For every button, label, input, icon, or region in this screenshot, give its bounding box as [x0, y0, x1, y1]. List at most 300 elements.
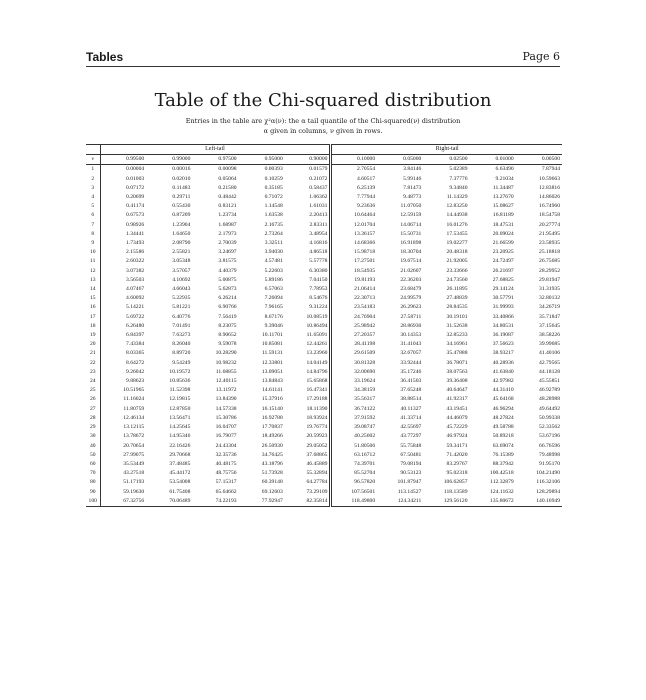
quantile-cell: 55.75848: [400, 442, 422, 449]
quantile-cell: 4.66043: [172, 286, 191, 293]
quantile-cell: 129.56120: [423, 497, 469, 507]
quantile-cell: 57.15317: [215, 479, 237, 486]
table-row: [86, 442, 562, 451]
quantile-cell: 18.49266: [261, 433, 283, 440]
quantile-cell: 140.16949: [516, 497, 562, 507]
quantile-cell: 69.12603: [261, 488, 283, 495]
quantile-cell: 13.84390: [215, 396, 237, 403]
quantile-cell: 37.48485: [169, 460, 191, 467]
quantile-cell: 10.51965: [123, 387, 145, 394]
quantile-cell: 35.53449: [123, 460, 145, 467]
quantile-cell: 11.07050: [400, 203, 422, 210]
quantile-cell: 116.32106: [536, 479, 560, 486]
quantile-cell: 40.28936: [492, 359, 514, 366]
quantile-cell: 2.17973: [218, 230, 237, 237]
quantile-cell: 37.68865: [285, 451, 331, 460]
quantile-cell: 33.19624: [354, 378, 376, 385]
table-row: [86, 184, 562, 193]
left-alpha-header: 0.95000: [264, 156, 283, 163]
quantile-cell: 59.34171: [446, 442, 468, 449]
caption-line-1: Entries in the table are χ²α(ν): the α tail quantile of the Chi-squared(ν) distribution: [185, 117, 461, 125]
nu-cell: 19: [86, 331, 100, 340]
quantile-cell: 118.13589: [443, 488, 468, 495]
quantile-cell: 31.52638: [446, 322, 468, 329]
nu-cell: 6: [86, 211, 100, 220]
quantile-cell: 19.67514: [400, 258, 422, 265]
table-row: [86, 202, 562, 211]
quantile-cell: 82.35814: [285, 497, 331, 507]
table-row: [86, 331, 562, 340]
quantile-cell: 36.78071: [446, 359, 468, 366]
quantile-cell: 15.50731: [400, 230, 422, 237]
table-row: [86, 414, 562, 423]
quantile-cell: 19.76774: [285, 423, 331, 432]
quantile-cell: 10.19572: [169, 368, 191, 375]
quantile-cell: 95.02318: [446, 470, 468, 477]
quantile-cell: 85.52704: [354, 470, 376, 477]
quantile-cell: 1.68987: [218, 221, 237, 228]
table-row: [86, 257, 562, 266]
quantile-cell: 4.57481: [264, 258, 283, 265]
quantile-cell: 8.26040: [172, 341, 191, 348]
quantile-cell: 14.44938: [446, 212, 468, 219]
quantile-cell: 63.69074: [492, 442, 514, 449]
quantile-cell: 9.54249: [172, 359, 191, 366]
quantile-cell: 20.09024: [492, 230, 514, 237]
quantile-cell: 18.11390: [285, 405, 331, 414]
quantile-cell: 1.63538: [264, 212, 283, 219]
quantile-cell: 3.56503: [126, 276, 145, 283]
nu-cell: 25: [86, 386, 100, 395]
nu-cell: 18: [86, 322, 100, 331]
nu-cell: 60: [86, 460, 100, 469]
quantile-cell: 13.11972: [215, 387, 237, 394]
quantile-cell: 29.61509: [354, 350, 376, 357]
table-row: [86, 248, 562, 257]
quantile-cell: 13.23960: [285, 349, 331, 358]
left-tail-header: Left-tail: [100, 145, 331, 155]
quantile-cell: 13.12115: [123, 424, 145, 431]
quantile-cell: 7.81473: [403, 184, 422, 191]
quantile-cell: 11.59131: [261, 350, 283, 357]
quantile-cell: 0.01579: [285, 165, 331, 175]
quantile-cell: 1.14548: [264, 203, 283, 210]
right-alpha-header: 0.01000: [495, 156, 514, 163]
quantile-cell: 23.33666: [446, 267, 468, 274]
quantile-cell: 2.70554: [331, 165, 377, 175]
quantile-cell: 39.08747: [354, 424, 376, 431]
quantile-cell: 18.47531: [492, 221, 514, 228]
quantile-cell: 128.29894: [536, 488, 560, 495]
nu-cell: 17: [86, 313, 100, 322]
quantile-cell: 10.85081: [261, 341, 283, 348]
quantile-cell: 41.40106: [539, 350, 560, 357]
quantile-cell: 74.22193: [192, 497, 238, 507]
quantile-cell: 55.32894: [285, 469, 331, 478]
quantile-cell: 12.40115: [215, 378, 237, 385]
quantile-cell: 8.54676: [285, 294, 331, 303]
quantile-cell: 31.41043: [400, 341, 422, 348]
nu-cell: 22: [86, 359, 100, 368]
right-alpha-header: 0.05000: [403, 156, 422, 163]
quantile-cell: 11.34487: [492, 184, 514, 191]
document-title: Table of the Chi-squared distribution: [154, 90, 492, 111]
quantile-cell: 41.63840: [492, 368, 514, 375]
quantile-cell: 51.17193: [123, 479, 145, 486]
quantile-cell: 12.83250: [446, 203, 468, 210]
quantile-cell: 16.92788: [261, 414, 283, 421]
table-row: [86, 377, 562, 386]
right-alpha-header: 0.00500: [541, 156, 560, 163]
quantile-cell: 79.48998: [539, 451, 560, 458]
alpha-header-row: [86, 155, 562, 165]
quantile-cell: 27.58711: [400, 313, 422, 320]
quantile-cell: 1.23734: [218, 212, 237, 219]
chi-squared-table: [86, 144, 562, 507]
quantile-cell: 29.05052: [285, 442, 331, 451]
table-row: [86, 230, 562, 239]
quantile-cell: 51.73928: [261, 470, 283, 477]
quantile-cell: 43.18796: [261, 460, 283, 467]
quantile-cell: 11.16024: [123, 396, 145, 403]
quantile-cell: 16.91898: [400, 240, 422, 247]
quantile-cell: 51.80506: [354, 442, 376, 449]
quantile-cell: 8.23075: [218, 322, 237, 329]
nu-cell: 2: [86, 175, 100, 184]
quantile-cell: 7.77944: [356, 194, 376, 201]
quantile-cell: 106.62857: [443, 479, 468, 486]
quantile-cell: 2.70039: [218, 240, 237, 247]
quantile-cell: 32.00690: [354, 368, 376, 375]
quantile-cell: 9.59078: [218, 341, 237, 348]
quantile-cell: 5.14221: [126, 304, 145, 311]
quantile-cell: 16.81189: [492, 212, 514, 219]
quantile-cell: 60.39148: [261, 479, 283, 486]
right-tail-header: Right-tail: [331, 145, 562, 155]
quantile-cell: 17.27501: [354, 258, 376, 265]
table-row: [86, 359, 562, 368]
quantile-cell: 26.21697: [492, 267, 514, 274]
quantile-cell: 12.44261: [285, 340, 331, 349]
quantile-cell: 25.98942: [354, 322, 376, 329]
quantile-cell: 10.11701: [261, 332, 283, 339]
quantile-cell: 14.86026: [539, 194, 560, 201]
quantile-cell: 52.33562: [539, 424, 560, 431]
nu-cell: 29: [86, 423, 100, 432]
quantile-cell: 39.36408: [446, 378, 468, 385]
quantile-cell: 124.11632: [490, 488, 514, 495]
quantile-cell: 16.74960: [539, 203, 560, 210]
quantile-cell: 44.31410: [492, 387, 514, 394]
quantile-cell: 32.80132: [539, 295, 560, 302]
quantile-cell: 3.24697: [218, 249, 237, 256]
quantile-cell: 38.88514: [400, 396, 422, 403]
table-row: [86, 303, 562, 312]
quantile-cell: 1.23904: [172, 221, 191, 228]
quantile-cell: 0.20699: [126, 194, 145, 201]
quantile-cell: 65.64662: [215, 488, 237, 495]
table-row: [86, 349, 562, 358]
quantile-cell: 15.98718: [354, 249, 376, 256]
table-row: [86, 478, 562, 487]
quantile-cell: 0.00004: [100, 165, 146, 175]
quantile-cell: 22.30713: [354, 295, 376, 302]
page-number: Page 6: [522, 50, 560, 63]
quantile-cell: 48.75756: [215, 470, 237, 477]
quantile-cell: 13.56471: [169, 414, 191, 421]
table-row: [86, 386, 562, 395]
nu-cell: 50: [86, 451, 100, 460]
quantile-cell: 118.49800: [331, 497, 377, 507]
quantile-cell: 32.85233: [446, 332, 468, 339]
quantile-cell: 30.19101: [446, 313, 468, 320]
quantile-cell: 31.99993: [492, 304, 514, 311]
quantile-cell: 1.34441: [126, 230, 145, 237]
quantile-cell: 70.06489: [146, 497, 192, 507]
quantile-cell: 112.32879: [490, 479, 514, 486]
quantile-cell: 5.99146: [403, 175, 422, 182]
quantile-cell: 9.88623: [126, 378, 145, 385]
nu-cell: 100: [86, 497, 100, 507]
quantile-cell: 11.68855: [215, 368, 237, 375]
quantile-cell: 1.06362: [285, 193, 331, 202]
quantile-cell: 0.01003: [126, 175, 145, 182]
right-alpha-header: 0.10000: [356, 156, 376, 163]
table-row: [86, 211, 562, 220]
quantile-cell: 3.48954: [285, 230, 331, 239]
quantile-cell: 14.04149: [285, 359, 331, 368]
quantile-cell: 17.29188: [285, 395, 331, 404]
quantile-cell: 0.07172: [126, 184, 145, 191]
quantile-cell: 2.55821: [172, 249, 191, 256]
quantile-cell: 101.87947: [397, 479, 422, 486]
quantile-cell: 35.56317: [354, 396, 376, 403]
quantile-cell: 3.07382: [126, 267, 145, 274]
table-row: [86, 451, 562, 460]
quantile-cell: 113.14527: [397, 488, 422, 495]
quantile-cell: 5.69722: [126, 313, 145, 320]
quantile-cell: 37.15645: [539, 322, 560, 329]
quantile-cell: 0.48442: [218, 194, 237, 201]
left-alpha-header: 0.97500: [218, 156, 237, 163]
quantile-cell: 29.14124: [492, 286, 514, 293]
quantile-cell: 16.47341: [285, 386, 331, 395]
quantile-cell: 20.59923: [285, 432, 331, 441]
quantile-cell: 14.68366: [354, 240, 376, 247]
quantile-cell: 34.16961: [446, 341, 468, 348]
quantile-cell: 0.87209: [172, 212, 191, 219]
quantile-cell: 8.89720: [172, 350, 191, 357]
quantile-cell: 7.43384: [126, 341, 145, 348]
quantile-cell: 21.92005: [446, 258, 468, 265]
quantile-cell: 21.95495: [539, 230, 560, 237]
quantile-cell: 5.81221: [172, 304, 191, 311]
quantile-cell: 7.04150: [285, 276, 331, 285]
quantile-cell: 15.30786: [215, 414, 237, 421]
quantile-cell: 77.92947: [239, 497, 285, 507]
header-rule: [86, 66, 560, 67]
quantile-cell: 0.21580: [218, 184, 237, 191]
nu-cell: 5: [86, 202, 100, 211]
quantile-cell: 46.45889: [285, 460, 331, 469]
nu-cell: 9: [86, 239, 100, 248]
quantile-cell: 35.17246: [400, 368, 422, 375]
quantile-cell: 17.70837: [261, 424, 283, 431]
quantile-cell: 11.65091: [285, 331, 331, 340]
table-row: [86, 313, 562, 322]
quantile-cell: 7.01491: [172, 322, 191, 329]
quantile-cell: 34.26719: [539, 304, 560, 311]
quantile-cell: 7.87944: [516, 165, 562, 175]
quantile-cell: 45.44172: [169, 470, 191, 477]
quantile-cell: 0.00016: [146, 165, 192, 175]
quantile-cell: 45.64168: [492, 396, 514, 403]
quantile-cell: 43.27518: [123, 470, 145, 477]
quantile-cell: 7.37776: [449, 175, 468, 182]
quantile-cell: 8.03365: [126, 350, 145, 357]
quantile-cell: 23.68479: [400, 286, 422, 293]
quantile-cell: 48.28988: [539, 396, 560, 403]
quantile-cell: 20.48318: [446, 249, 468, 256]
quantile-cell: 10.64464: [354, 212, 376, 219]
nu-cell: 70: [86, 469, 100, 478]
table-row: [86, 460, 562, 469]
quantile-cell: 2.20413: [285, 211, 331, 220]
quantile-cell: 40.48175: [215, 460, 237, 467]
quantile-cell: 9.34840: [449, 184, 468, 191]
quantile-cell: 4.07467: [126, 286, 145, 293]
quantile-cell: 45.72229: [446, 424, 468, 431]
quantile-cell: 4.60092: [126, 295, 145, 302]
quantile-cell: 7.96165: [264, 304, 283, 311]
quantile-cell: 104.21490: [536, 470, 560, 477]
quantile-cell: 21.06414: [354, 286, 376, 293]
quantile-cell: 15.08627: [492, 203, 514, 210]
quantile-cell: 10.85636: [169, 378, 191, 385]
chi-squared-table-wrapper: [86, 144, 562, 507]
quantile-cell: 24.99579: [400, 295, 422, 302]
quantile-cell: 5.22603: [264, 267, 283, 274]
quantile-cell: 26.50930: [261, 442, 283, 449]
quantile-cell: 22.36203: [400, 276, 422, 283]
table-row: [86, 423, 562, 432]
quantile-cell: 12.33801: [261, 359, 283, 366]
table-row: [86, 395, 562, 404]
quantile-cell: 38.07563: [446, 368, 468, 375]
quantile-cell: 37.65248: [400, 387, 422, 394]
quantile-cell: 3.84146: [377, 165, 423, 175]
quantile-cell: 24.43304: [215, 442, 237, 449]
quantile-cell: 30.81328: [354, 359, 376, 366]
quantile-cell: 0.00393: [239, 165, 285, 175]
quantile-cell: 30.14353: [400, 332, 422, 339]
quantile-cell: 3.32511: [264, 240, 283, 247]
quantile-cell: 41.33714: [400, 414, 422, 421]
quantile-cell: 3.57057: [172, 267, 191, 274]
quantile-cell: 35.71847: [539, 313, 560, 320]
quantile-cell: 19.02277: [446, 240, 468, 247]
quantile-cell: 7.78953: [285, 285, 331, 294]
quantile-cell: 100.42518: [489, 470, 514, 477]
quantile-cell: 0.41174: [126, 203, 145, 210]
quantile-cell: 14.84796: [285, 368, 331, 377]
quantile-cell: 46.96294: [492, 405, 514, 412]
quantile-cell: 0.05064: [218, 175, 237, 182]
table-row: [86, 469, 562, 478]
quantile-cell: 46.92789: [539, 387, 560, 394]
quantile-cell: 29.81947: [539, 276, 560, 283]
quantile-cell: 35.47888: [446, 350, 468, 357]
quantile-cell: 46.97924: [446, 433, 468, 440]
quantile-cell: 5.62873: [218, 286, 237, 293]
quantile-cell: 0.98926: [126, 221, 145, 228]
quantile-cell: 7.63273: [172, 332, 191, 339]
quantile-cell: 10.08519: [285, 313, 331, 322]
quantile-cell: 28.84535: [446, 304, 468, 311]
left-alpha-header: 0.99500: [126, 156, 145, 163]
quantile-cell: 12.87850: [169, 405, 191, 412]
quantile-cell: 0.71072: [264, 194, 283, 201]
nu-cell: 3: [86, 184, 100, 193]
quantile-cell: 4.40379: [218, 267, 237, 274]
quantile-cell: 24.72497: [492, 258, 514, 265]
quantile-cell: 30.57791: [492, 295, 514, 302]
quantile-cell: 26.75685: [539, 258, 560, 265]
quantile-cell: 12.46134: [123, 414, 145, 421]
quantile-cell: 4.16816: [285, 239, 331, 248]
quantile-cell: 2.73264: [264, 230, 283, 237]
quantile-cell: 6.40776: [172, 313, 191, 320]
quantile-cell: 15.65868: [285, 377, 331, 386]
table-row: [86, 488, 562, 497]
quantile-cell: 0.02010: [172, 175, 191, 182]
quantile-cell: 18.54758: [539, 212, 560, 219]
quantile-cell: 0.29711: [172, 194, 191, 201]
quantile-cell: 3.81575: [218, 258, 237, 265]
table-row: [86, 285, 562, 294]
section-title: Tables: [86, 50, 124, 64]
quantile-cell: 26.29623: [400, 304, 422, 311]
quantile-cell: 0.00098: [192, 165, 238, 175]
quantile-cell: 66.76596: [539, 442, 560, 449]
quantile-cell: 36.19087: [492, 332, 514, 339]
table-row: [86, 165, 562, 175]
quantile-cell: 0.67573: [126, 212, 145, 219]
quantile-cell: 88.37942: [492, 460, 514, 467]
quantile-cell: 59.19630: [123, 488, 145, 495]
quantile-cell: 20.70654: [123, 442, 145, 449]
nu-cell: 14: [86, 285, 100, 294]
quantile-cell: 0.83121: [218, 203, 237, 210]
quantile-cell: 7.26094: [264, 295, 283, 302]
quantile-cell: 44.18128: [539, 368, 560, 375]
quantile-cell: 6.30380: [285, 267, 331, 276]
quantile-cell: 39.99685: [539, 341, 560, 348]
quantile-cell: 74.39701: [354, 460, 376, 467]
table-row: [86, 276, 562, 285]
nu-cell: 8: [86, 230, 100, 239]
quantile-cell: 33.92444: [400, 359, 422, 366]
quantile-cell: 18.30704: [400, 249, 422, 256]
nu-cell: 7: [86, 221, 100, 230]
quantile-cell: 0.10259: [264, 175, 283, 182]
quantile-cell: 14.95346: [169, 433, 191, 440]
quantile-cell: 49.58788: [492, 424, 514, 431]
quantile-cell: 49.64492: [539, 405, 560, 412]
table-row: [86, 267, 562, 276]
quantile-cell: 11.52398: [169, 387, 191, 394]
quantile-cell: 1.61031: [285, 202, 331, 211]
